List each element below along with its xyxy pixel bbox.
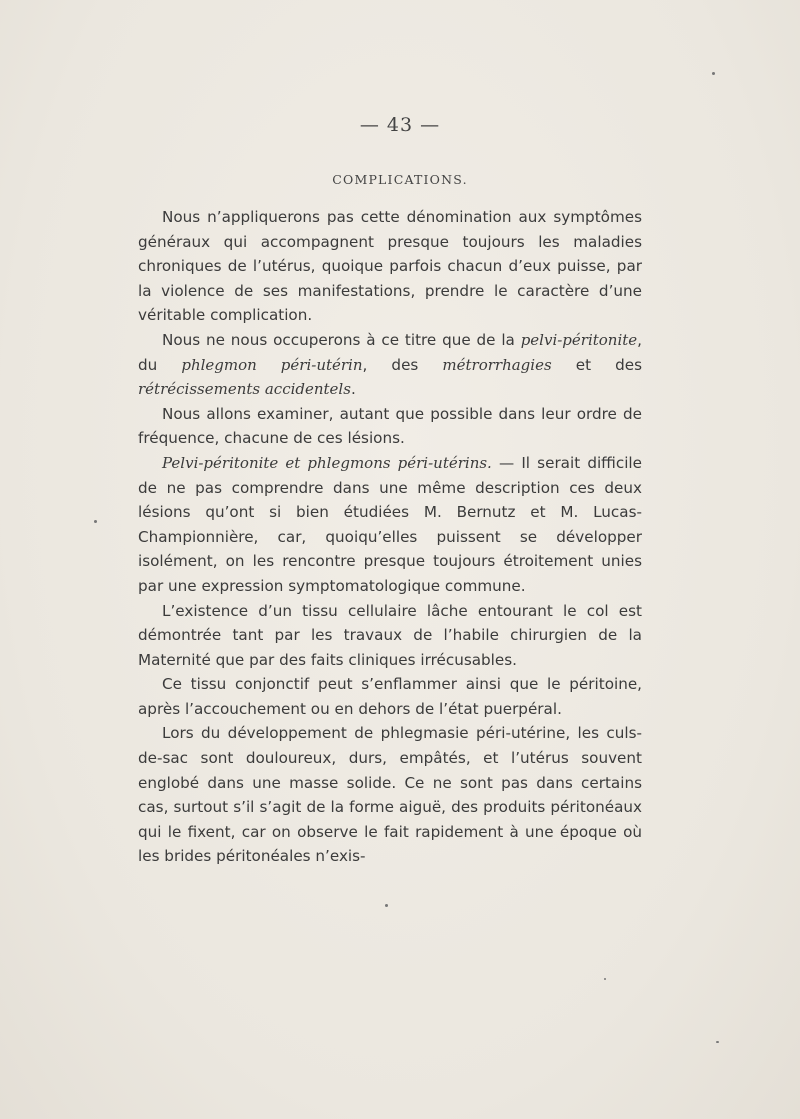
- paragraph: [138, 328, 642, 402]
- page-number: — 43 —: [359, 114, 441, 136]
- paragraph: [138, 599, 642, 673]
- italic-run: phlegmon péri-utérin: [181, 355, 363, 374]
- italic-run: métrorrhagies: [442, 355, 552, 374]
- text-run: Lors du développement de phlegmasie péri-utérine, les culs-de-sac sont douloureux, durs, empâtés, et l’utérus souvent englobé dans une masse solide. Ce ne sont pas dans certains cas, surtout s’il s’agit de la forme aiguë, des produits péritonéaux qui le fixent, car on observe le fait rapidement à une époque où les brides péritonéales n’exis-: [138, 724, 642, 866]
- text-run: Nous ne nous occuperons à ce titre que de la: [162, 330, 521, 349]
- paragraph: [138, 721, 642, 869]
- text-run: et des: [551, 355, 642, 374]
- text-run: — Il serait difficile de ne pas comprendre dans une même description ces deux lésions qu’ont si bien étudiées M. Bernutz et M. Lucas-Championnière, car, quoiqu’elles puissent se développer isolément, on les rencontre presque toujours étroitement unies par une expression symptomatologique commune.: [138, 453, 642, 595]
- body-text: [138, 205, 642, 869]
- text-run: , du: [138, 330, 642, 374]
- paragraph: [138, 402, 642, 451]
- paragraph: [138, 451, 642, 599]
- text-run: , des: [362, 355, 443, 374]
- text-run: .: [350, 380, 356, 399]
- paper-speck: [385, 904, 388, 907]
- italic-run: pelvi-péritonite: [520, 330, 638, 349]
- section-title: COMPLICATIONS.: [332, 172, 468, 187]
- italic-run: rétrécissements accidentels: [138, 380, 351, 399]
- text-run: L’existence d’un tissu cellulaire lâche entourant le col est démontrée tant par les travaux de l’habile chirurgien de la Maternité que par des faits cliniques irrécusables.: [138, 601, 642, 669]
- text-run: Ce tissu conjonctif peut s’enflammer ainsi que le péritoine, après l’accouchement ou en dehors de l’état puerpéral.: [138, 675, 642, 718]
- paragraph: [138, 205, 642, 328]
- italic-run: Pelvi-péritonite et phlegmons péri-utérins.: [162, 453, 492, 472]
- paper-speck: [712, 72, 715, 75]
- paper-speck: [94, 520, 97, 523]
- paper-speck: [716, 1041, 719, 1043]
- text-run: Nous allons examiner, autant que possible dans leur ordre de fréquence, chacune de ces lésions.: [138, 404, 642, 448]
- text-run: Nous n’appliquerons pas cette dénomination aux symptômes généraux qui accompagnent presque toujours les maladies chroniques de l’utérus, quoique parfois chacun d’eux puisse, par la violence de ses manifestations, prendre le caractère d’une véritable complication.: [138, 208, 642, 325]
- paragraph: [138, 672, 642, 721]
- paper-speck: [604, 978, 606, 980]
